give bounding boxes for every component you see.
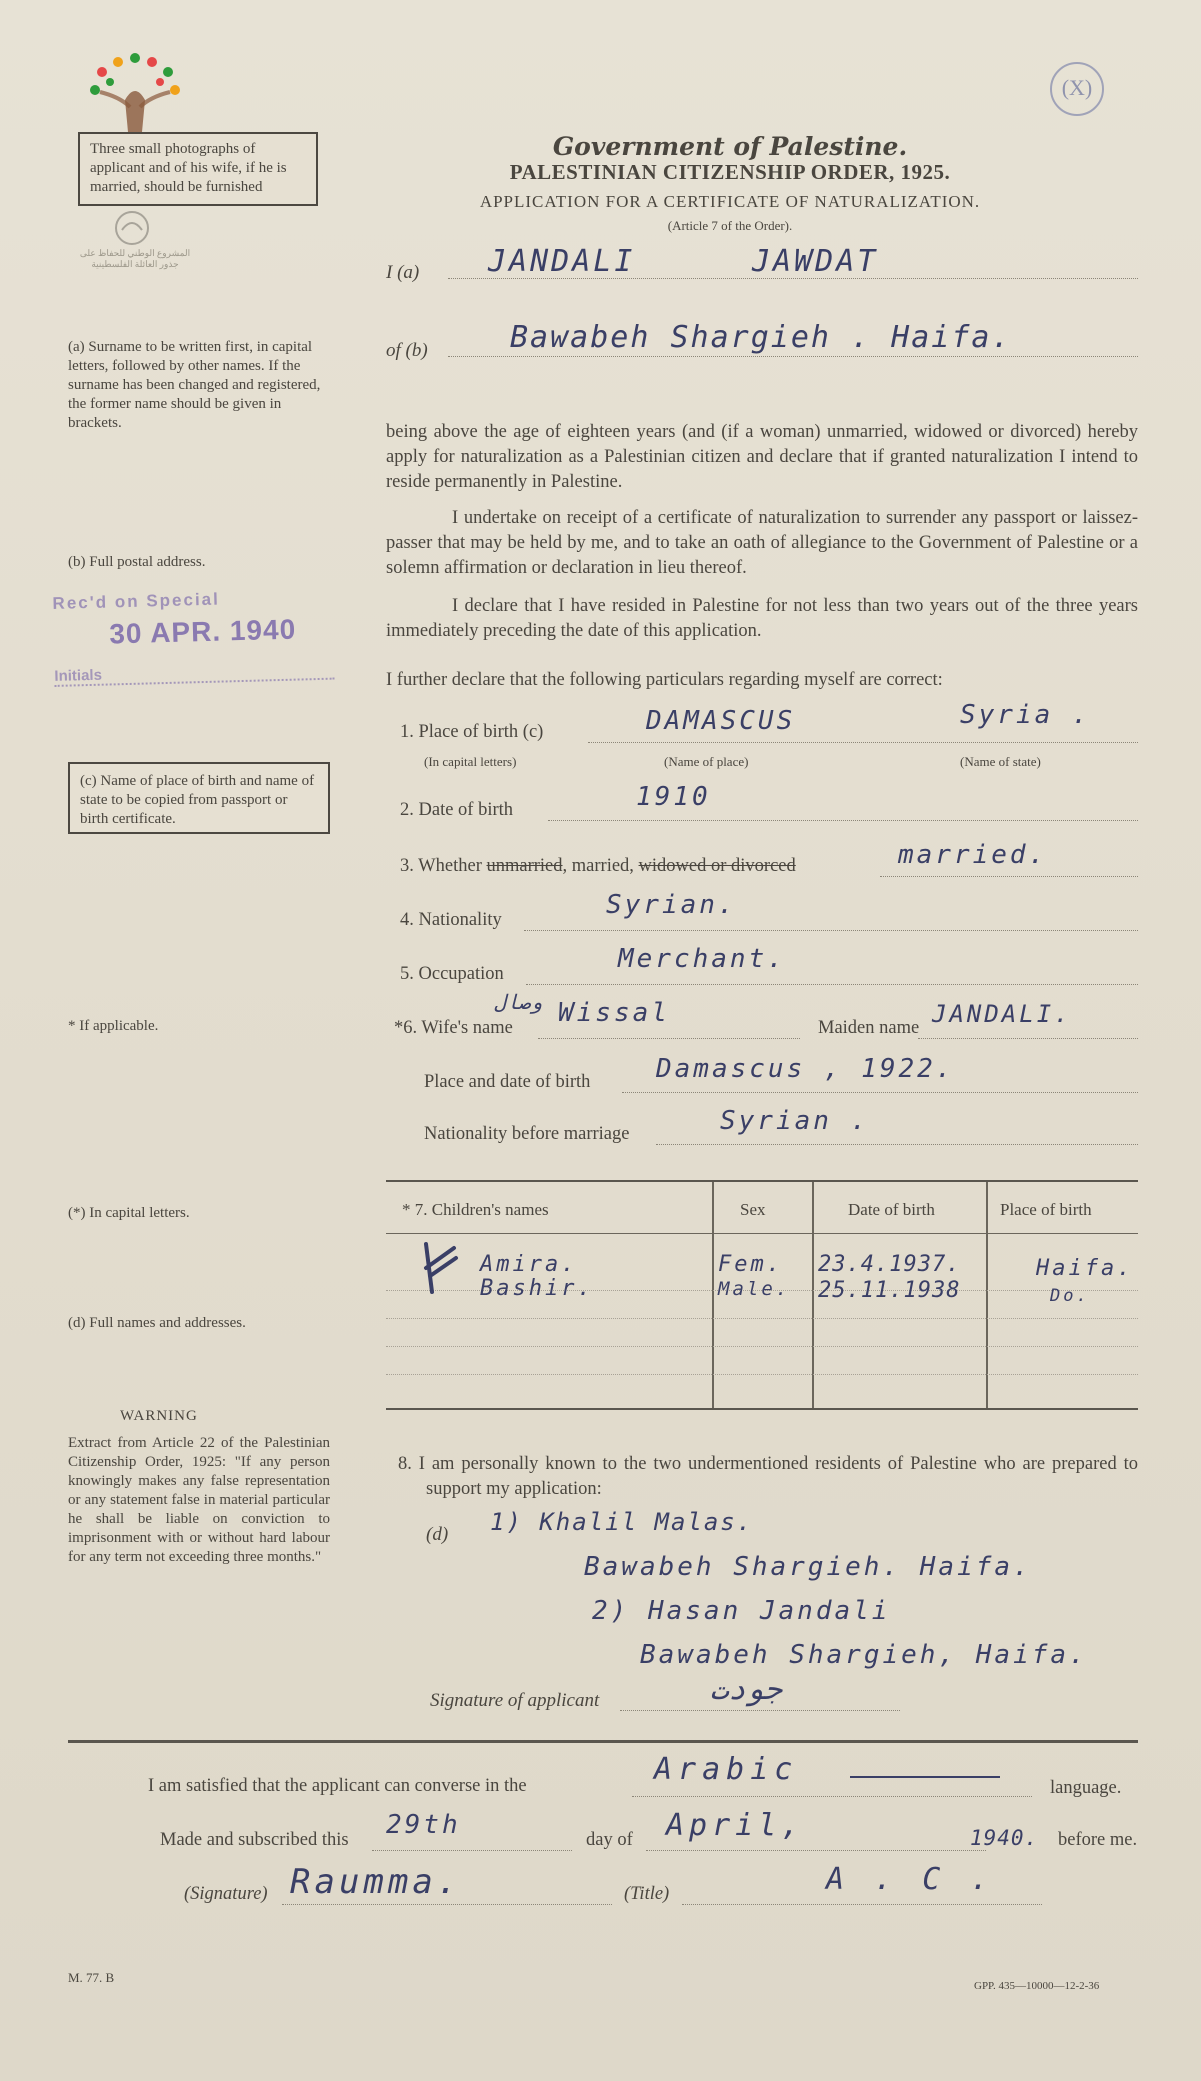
wife-nationality-value: Syrian . [720,1106,870,1136]
day-of-label: day of [586,1830,633,1850]
address-value: Bawabeh Shargieh . Haifa. [510,320,1012,355]
item1-sub-place: (Name of place) [664,754,749,769]
referee-1-name: 1) Khalil Malas. [490,1508,754,1536]
table-row-rule-4 [386,1374,1138,1375]
item6-label: *6. Wife's name [394,1018,513,1038]
tick-mark-icon [420,1238,460,1298]
corner-mark: (X) [1050,62,1104,116]
item1-label: 1. Place of birth (c) [400,722,544,742]
marital-status-value: married. [898,840,1048,870]
logo-caption: المشروع الوطني للحفاظ على جذور العائلة الفلسطينية [79,248,191,269]
article-ref: (Article 7 of the Order). [667,218,793,233]
child-1-sex: Fem. [718,1252,783,1277]
item3-struck-unmarried: unmarried [486,856,563,876]
child-1-name: Amira. [480,1252,578,1277]
note-c-box [68,762,330,834]
note-capital-letters: (*) In capital letters. [68,1205,190,1221]
children-header-sex: Sex [740,1200,766,1219]
table-row-rule-3 [386,1346,1138,1347]
item5-label: 5. Occupation [400,964,504,984]
photo-note-box [78,132,318,206]
children-header-name: * 7. Children's names [402,1200,549,1219]
declaration-3: I declare that I have resided in Palestine for not less than two years out of the three years immediately preceding the date of this application. [386,596,1138,641]
child-1-dob: 23.4.1937. [818,1252,961,1277]
child-2-sex: Male. [718,1278,791,1300]
month-line [646,1850,986,1851]
child-2-name: Bashir. [480,1276,594,1301]
made-label: Made and subscribed this [160,1830,349,1850]
wife-name-value: Wissal [558,998,670,1028]
wife-birth-value: Damascus , 1922. [656,1054,955,1084]
certifier-title-label: (Title) [624,1884,670,1904]
child-2-place: Do. [1050,1286,1090,1306]
photo-note: Three small photographs of applicant and of his wife, if he is married, should be furnished [90,141,287,195]
language-suffix: language. [1050,1778,1122,1798]
certifier-title-line [682,1904,1042,1905]
table-top-rule [386,1180,1138,1182]
certifier-signature-value: Raumma. [290,1862,462,1902]
language-value: Arabic [654,1752,799,1787]
printer-code: GPP. 435—10000—12-2-36 [974,1980,1100,1992]
maiden-line [918,1038,1138,1039]
signature-applicant-line [620,1710,900,1711]
label-b: of (b) [386,340,428,361]
logo-emblem-icon [102,208,162,248]
year-value: 1940. [970,1826,1039,1850]
certifier-title-value: A . C . [826,1862,995,1897]
item4-line [524,930,1138,931]
stamp-date: 30 APR. 1940 [108,613,297,650]
month-value: April, [666,1808,805,1843]
referee-2-name: 2) Hasan Jandali [592,1596,891,1626]
item3-label [400,856,796,877]
language-dash [850,1776,1000,1778]
received-stamp [52,586,355,729]
maiden-name-value: JANDALI. [932,1000,1072,1028]
wife-nationality-label: Nationality before marriage [424,1124,630,1144]
line-b [448,356,1138,357]
note-a: (a) Surname to be written first, in capital letters, followed by other names. If the surname has been changed and registered, the former name should be given in brackets. [68,339,321,431]
birth-place-value: DAMASCUS [646,706,796,736]
order-title: PALESTINIAN CITIZENSHIP ORDER, 1925. [509,160,951,184]
item8-text: 8. I am personally known to the two undermentioned residents of Palestine who are prepared to support my application: [398,1454,1138,1499]
day-line [372,1850,572,1851]
birth-date-value: 1910 [636,782,711,812]
day-value: 29th [386,1810,461,1840]
item2-line [548,820,1138,821]
item3-struck-widowed: widowed or divorced [638,856,796,876]
signature-applicant-label: Signature of applicant [430,1690,600,1711]
wife-name-arabic: وصال [494,990,543,1014]
item5-line [526,984,1138,985]
child-1-place: Haifa. [1036,1256,1134,1281]
table-header-rule [386,1233,1138,1234]
referee-1-address: Bawabeh Shargieh. Haifa. [584,1552,1032,1582]
form-number: M. 77. B [68,1970,115,1985]
item3-mid: , married, [562,856,639,876]
gov-title: Government of Palestine. [552,132,908,161]
label-a: I (a) [386,262,420,283]
wife-birth-label: Place and date of birth [424,1072,591,1092]
certifier-signature-line [282,1904,612,1905]
item1-sub-state: (Name of state) [960,754,1041,769]
declaration-1: being above the age of eighteen years (and (if a woman) unmarried, widowed or divorced) hereby apply for naturalization as a Palestinian citizen and declare that if granted naturalization I intend to reside permanently in Palestine. [386,422,1138,492]
note-b: (b) Full postal address. [68,554,206,570]
note-c: (c) Name of place of birth and name of state to be copied from passport or birth certificate. [80,773,315,827]
section-divider [68,1740,1138,1743]
birth-state-value: Syria . [960,700,1091,730]
maiden-name-label: Maiden name [818,1018,920,1038]
item1-line [588,742,1138,743]
language-line [632,1796,1032,1797]
before-me-label: before me. [1058,1830,1138,1850]
label-d: (d) [426,1524,449,1545]
referee-2-address: Bawabeh Shargieh, Haifa. [640,1640,1088,1670]
item2-label: 2. Date of birth [400,800,514,820]
stamp-initials: Initials [54,661,334,687]
note-applicable: * If applicable. [68,1018,159,1034]
child-2-dob: 25.11.1938 [818,1278,961,1303]
declaration-4: I further declare that the following particulars regarding myself are correct: [386,670,943,690]
note-d: (d) Full names and addresses. [68,1315,246,1331]
wife-birth-line [622,1092,1138,1093]
surname-value: JANDALI [488,244,636,279]
children-header-dob: Date of birth [848,1200,935,1219]
occupation-value: Merchant. [618,944,786,974]
application-title: APPLICATION FOR A CERTIFICATE OF NATURALIZATION. [479,192,981,211]
stamp-line-1: Rec'd on Special [52,589,221,613]
children-header-place: Place of birth [1000,1200,1092,1219]
item3-prefix: 3. Whether [400,856,487,876]
table-bottom-rule [386,1408,1138,1410]
item4-label: 4. Nationality [400,910,502,930]
warning-text: Extract from Article 22 of the Palestinian Citizenship Order, 1925: "If any person knowingly makes any false representation or any statement false in material particular he shall be liable on conviction to imprisonment with or without hard labour for any term not exceeding three months." [68,1435,330,1565]
declaration-2: I undertake on receipt of a certificate of naturalization to surrender any passport or laissez-passer that may be held by me, and to take an oath of allegiance to the Government of Palestine or a solemn affirmation or declaration in lieu thereof. [386,508,1138,578]
item6-line [538,1038,800,1039]
given-name-value: JAWDAT [752,244,879,279]
wife-nationality-line [656,1144,1138,1145]
warning-title: WARNING [120,1408,198,1424]
table-row-rule-2 [386,1318,1138,1319]
language-line-prefix: I am satisfied that the applicant can converse in the [148,1776,527,1796]
item1-sub-caps: (In capital letters) [424,754,517,769]
certifier-signature-label: (Signature) [184,1884,268,1904]
signature-applicant-value: جودت [710,1672,783,1707]
item3-line [880,876,1138,877]
nationality-value: Syrian. [606,890,737,920]
